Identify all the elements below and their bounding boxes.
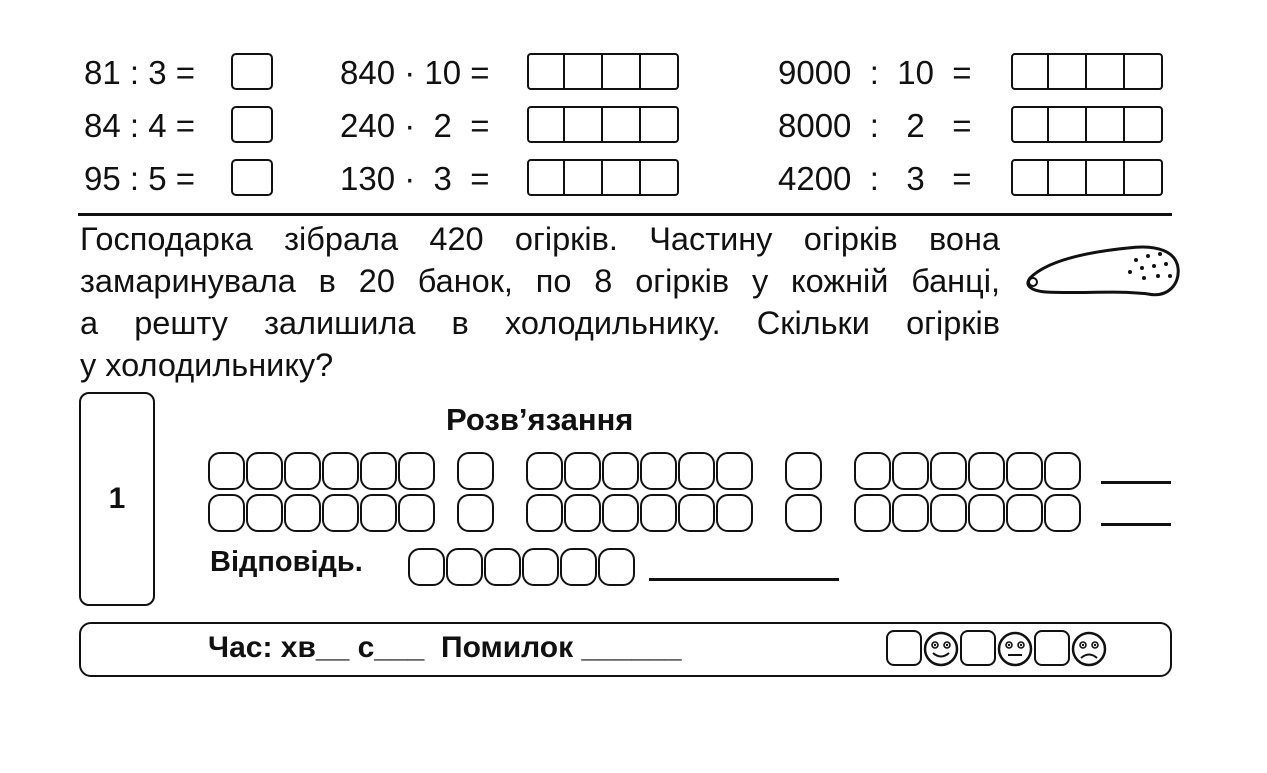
solution-number-cells[interactable] <box>854 452 1082 490</box>
unit-line[interactable] <box>1101 523 1171 526</box>
exercise-expression: 4200 : 3 = <box>778 160 972 197</box>
section-divider <box>78 213 1172 216</box>
answer-cells[interactable] <box>527 159 679 196</box>
sad-face-icon <box>1070 630 1108 668</box>
answer-unit-line[interactable] <box>649 578 839 581</box>
answer-cells[interactable] <box>1011 106 1163 143</box>
task-number-box <box>79 392 155 606</box>
cucumber-icon <box>1018 238 1180 300</box>
problem-line: Господарка зібрала 420 огірків. Частину огірків вона <box>80 221 1000 257</box>
solution-number-cells[interactable] <box>208 452 436 490</box>
exercise-expression: 840 · 10 = <box>340 54 490 91</box>
exercise-expression: 95 : 5 = <box>84 160 196 197</box>
answer-cells[interactable] <box>527 106 679 143</box>
answer-box[interactable] <box>231 53 273 90</box>
solution-number-cells[interactable] <box>526 494 754 532</box>
solution-title: Розв’язання <box>446 402 634 437</box>
solution-number-cells[interactable] <box>854 494 1082 532</box>
answer-cells[interactable] <box>1011 53 1163 90</box>
exercise-expression: 9000 : 10 = <box>778 54 972 91</box>
exercise-expression: 240 · 2 = <box>340 107 490 144</box>
answer-box[interactable] <box>231 106 273 143</box>
assessment-checkbox[interactable] <box>886 630 922 666</box>
solution-number-cells[interactable] <box>208 494 436 532</box>
operator-cell[interactable] <box>457 494 495 532</box>
answer-cells[interactable] <box>527 53 679 90</box>
exercise-expression: 84 : 4 = <box>84 107 196 144</box>
task-number: 1 <box>108 482 126 515</box>
time-errors-label: Час: хв__ с___ Помилок ______ <box>208 631 682 664</box>
problem-line: замаринувала в 20 банок, по 8 огірків у кожній банці, <box>80 263 1000 299</box>
assessment-checkbox[interactable] <box>1034 630 1070 666</box>
solution-number-cells[interactable] <box>526 452 754 490</box>
neutral-face-icon <box>996 630 1034 668</box>
answer-number-cells[interactable] <box>408 548 636 586</box>
self-assessment <box>886 630 1108 668</box>
exercise-expression: 81 : 3 = <box>84 54 196 91</box>
assessment-checkbox[interactable] <box>960 630 996 666</box>
answer-cells[interactable] <box>1011 159 1163 196</box>
exercise-expression: 8000 : 2 = <box>778 107 972 144</box>
problem-line: у холодильнику? <box>80 347 334 383</box>
answer-box[interactable] <box>231 159 273 196</box>
exercise-expression: 130 · 3 = <box>340 160 490 197</box>
problem-line: а решту залишила в холодильнику. Скільки огірків <box>80 305 1000 341</box>
operator-cell[interactable] <box>457 452 495 490</box>
operator-cell[interactable] <box>785 494 823 532</box>
word-problem <box>80 218 1000 386</box>
answer-label: Відповідь. <box>210 546 363 578</box>
unit-line[interactable] <box>1101 481 1171 484</box>
operator-cell[interactable] <box>785 452 823 490</box>
happy-face-icon <box>922 630 960 668</box>
